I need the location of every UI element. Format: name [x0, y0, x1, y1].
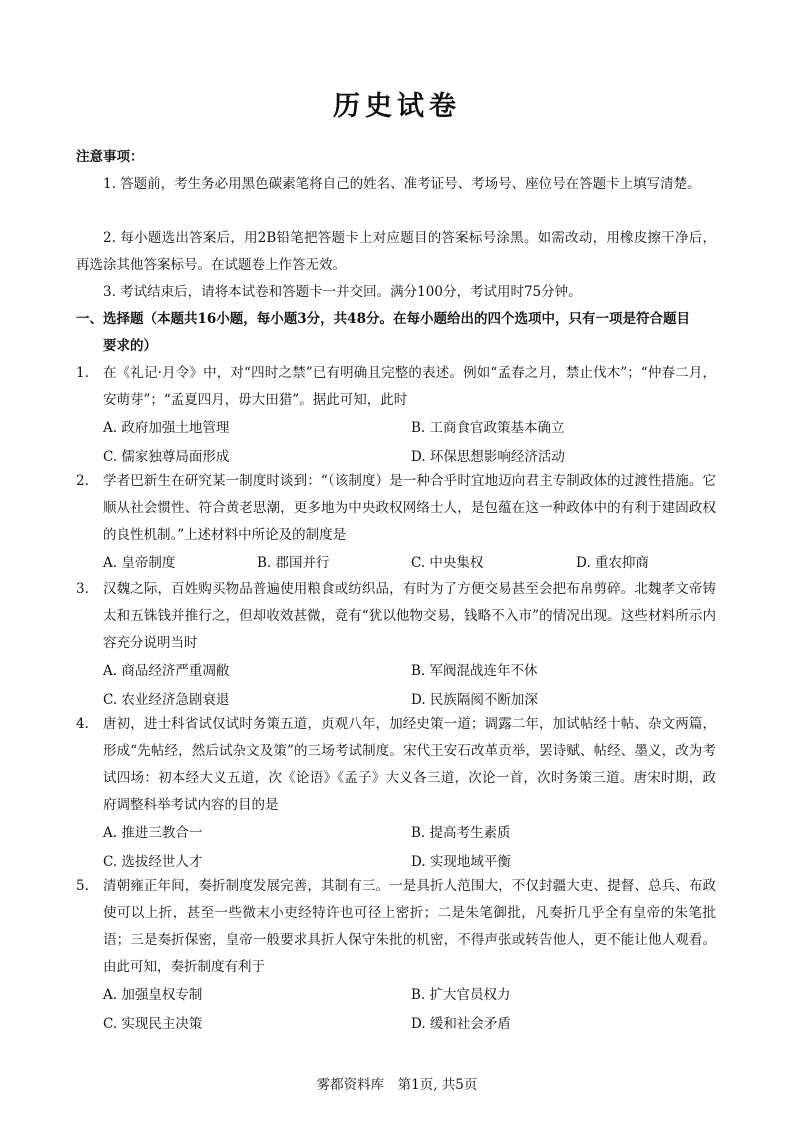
option-a: A. 皇帝制度	[103, 555, 176, 571]
answer-options	[103, 819, 716, 877]
option-c: C. 儒家独尊局面形成	[103, 449, 230, 465]
question-number: 2.	[76, 473, 89, 489]
question-stem: 汉魏之际，百姓购买物品普遍使用粮食或纺织品，有时为了方便交易甚至会把布帛剪碎。北魏孝文帝铸太和五铢钱并推行之，但却收效甚微，竟有“犹以他物交易，钱略不入市”的情况出现。这些材料所示内容充分说明当时	[103, 581, 716, 651]
section-heading	[76, 306, 716, 360]
option-d: D. 民族隔阂不断加深	[411, 692, 538, 708]
question-number: 5.	[76, 878, 89, 894]
question-stem: 在《礼记·月令》中，对“四时之禁”已有明确且完整的表述。例如“孟春之月，禁止伐木”；“仲春二月，安萌芽”；“孟夏四月，毋大田猎”。据此可知，此时	[103, 365, 716, 408]
question-number: 1.	[76, 365, 89, 381]
notice-item: 3. 考试结束后，请将本试卷和答题卡一并交回。满分100分，考试用时75分钟。	[103, 284, 582, 300]
option-c: C. 中央集权	[411, 555, 484, 571]
question-4	[76, 711, 716, 877]
question-number: 4.	[76, 716, 89, 732]
option-b: B. 提高考生素质	[411, 825, 511, 841]
notice-item: 1. 答题前，考生务必用黑色碳素笔将自己的姓名、准考证号、考场号、座位号在答题卡上填写清楚。	[103, 176, 701, 192]
question-2	[76, 468, 716, 578]
question-stem: 学者巴新生在研究某一制度时谈到：“（该制度）是一种合乎时宜地迈向君主专制政体的过渡性措施。它顺从社会惯性、符合黄老思潮，更多地为中央政权网络士人，是包蕴在这一种政体中的有利于建固政权的良性机制。”上述材料中所论及的制度是	[103, 473, 716, 543]
answer-options	[103, 657, 716, 715]
question-5	[76, 873, 716, 1039]
page-title: 历史试卷	[333, 91, 461, 122]
option-d: D. 环保思想影响经济活动	[411, 449, 565, 465]
answer-options	[103, 981, 716, 1039]
answer-options	[103, 549, 716, 578]
question-number: 3.	[76, 581, 89, 597]
option-d: D. 重农抑商	[576, 555, 649, 571]
question-stem: 清朝雍正年间，奏折制度发展完善，其制有三。一是具折人范围大，不仅封疆大吏、提督、总兵、布政使可以上折，甚至一些微末小吏经特许也可径上密折；二是朱笔御批，凡奏折几乎全有皇帝的朱笔批语；三是奏折保密，皇帝一般要求具折人保守朱批的机密，不得声张或转告他人，更不能让他人观看。由此可知，奏折制度有利于	[103, 878, 716, 975]
page-footer: 雾都资料库 第1页, 共5页	[316, 1077, 478, 1093]
option-a: A. 商品经济严重凋敝	[103, 663, 230, 679]
option-b: B. 郡国并行	[257, 555, 330, 571]
answer-options	[103, 414, 716, 472]
question-3	[76, 576, 716, 715]
option-c: C. 选拔经世人才	[103, 854, 203, 870]
notice-heading: 注意事项：	[76, 149, 144, 165]
section-heading-line1: 一、选择题（本题共16小题，每小题3分，共48分。在每小题给出的四个选项中，只有一项是符合题目	[76, 311, 690, 327]
question-1	[76, 360, 716, 472]
option-b: B. 军阀混战连年不休	[411, 663, 538, 679]
option-a: A. 政府加强土地管理	[103, 420, 230, 436]
section-heading-line2: 要求的）	[103, 338, 157, 354]
option-a: A. 推进三教合一	[103, 825, 203, 841]
option-c: C. 实现民主决策	[103, 1016, 203, 1032]
option-b: B. 工商食官政策基本确立	[411, 420, 565, 436]
option-c: C. 农业经济急剧衰退	[103, 692, 230, 708]
option-d: D. 实现地域平衡	[411, 854, 511, 870]
option-b: B. 扩大官员权力	[411, 987, 511, 1003]
option-d: D. 缓和社会矛盾	[411, 1016, 511, 1032]
notice-item: 2. 每小题选出答案后，用2B铅笔把答题卡上对应题目的答案标号涂黑。如需改动，用橡皮擦干净后，再选涂其他答案标号。在试题卷上作答无效。	[76, 230, 716, 273]
option-a: A. 加强皇权专制	[103, 987, 203, 1003]
question-stem: 唐初，进士科省试仅试时务策五道，贞观八年，加经史策一道；调露二年，加试帖经十帖、杂文两篇，形成“先帖经，然后试杂文及策”的三场考试制度。宋代王安石改革贡举，罢诗赋、帖经、墨义，改为考试四场：初本经大义五道，次《论语》《孟子》大义各三道，次论一首，次时务策三道。唐宋时期，政府调整科举考试内容的目的是	[103, 716, 716, 813]
